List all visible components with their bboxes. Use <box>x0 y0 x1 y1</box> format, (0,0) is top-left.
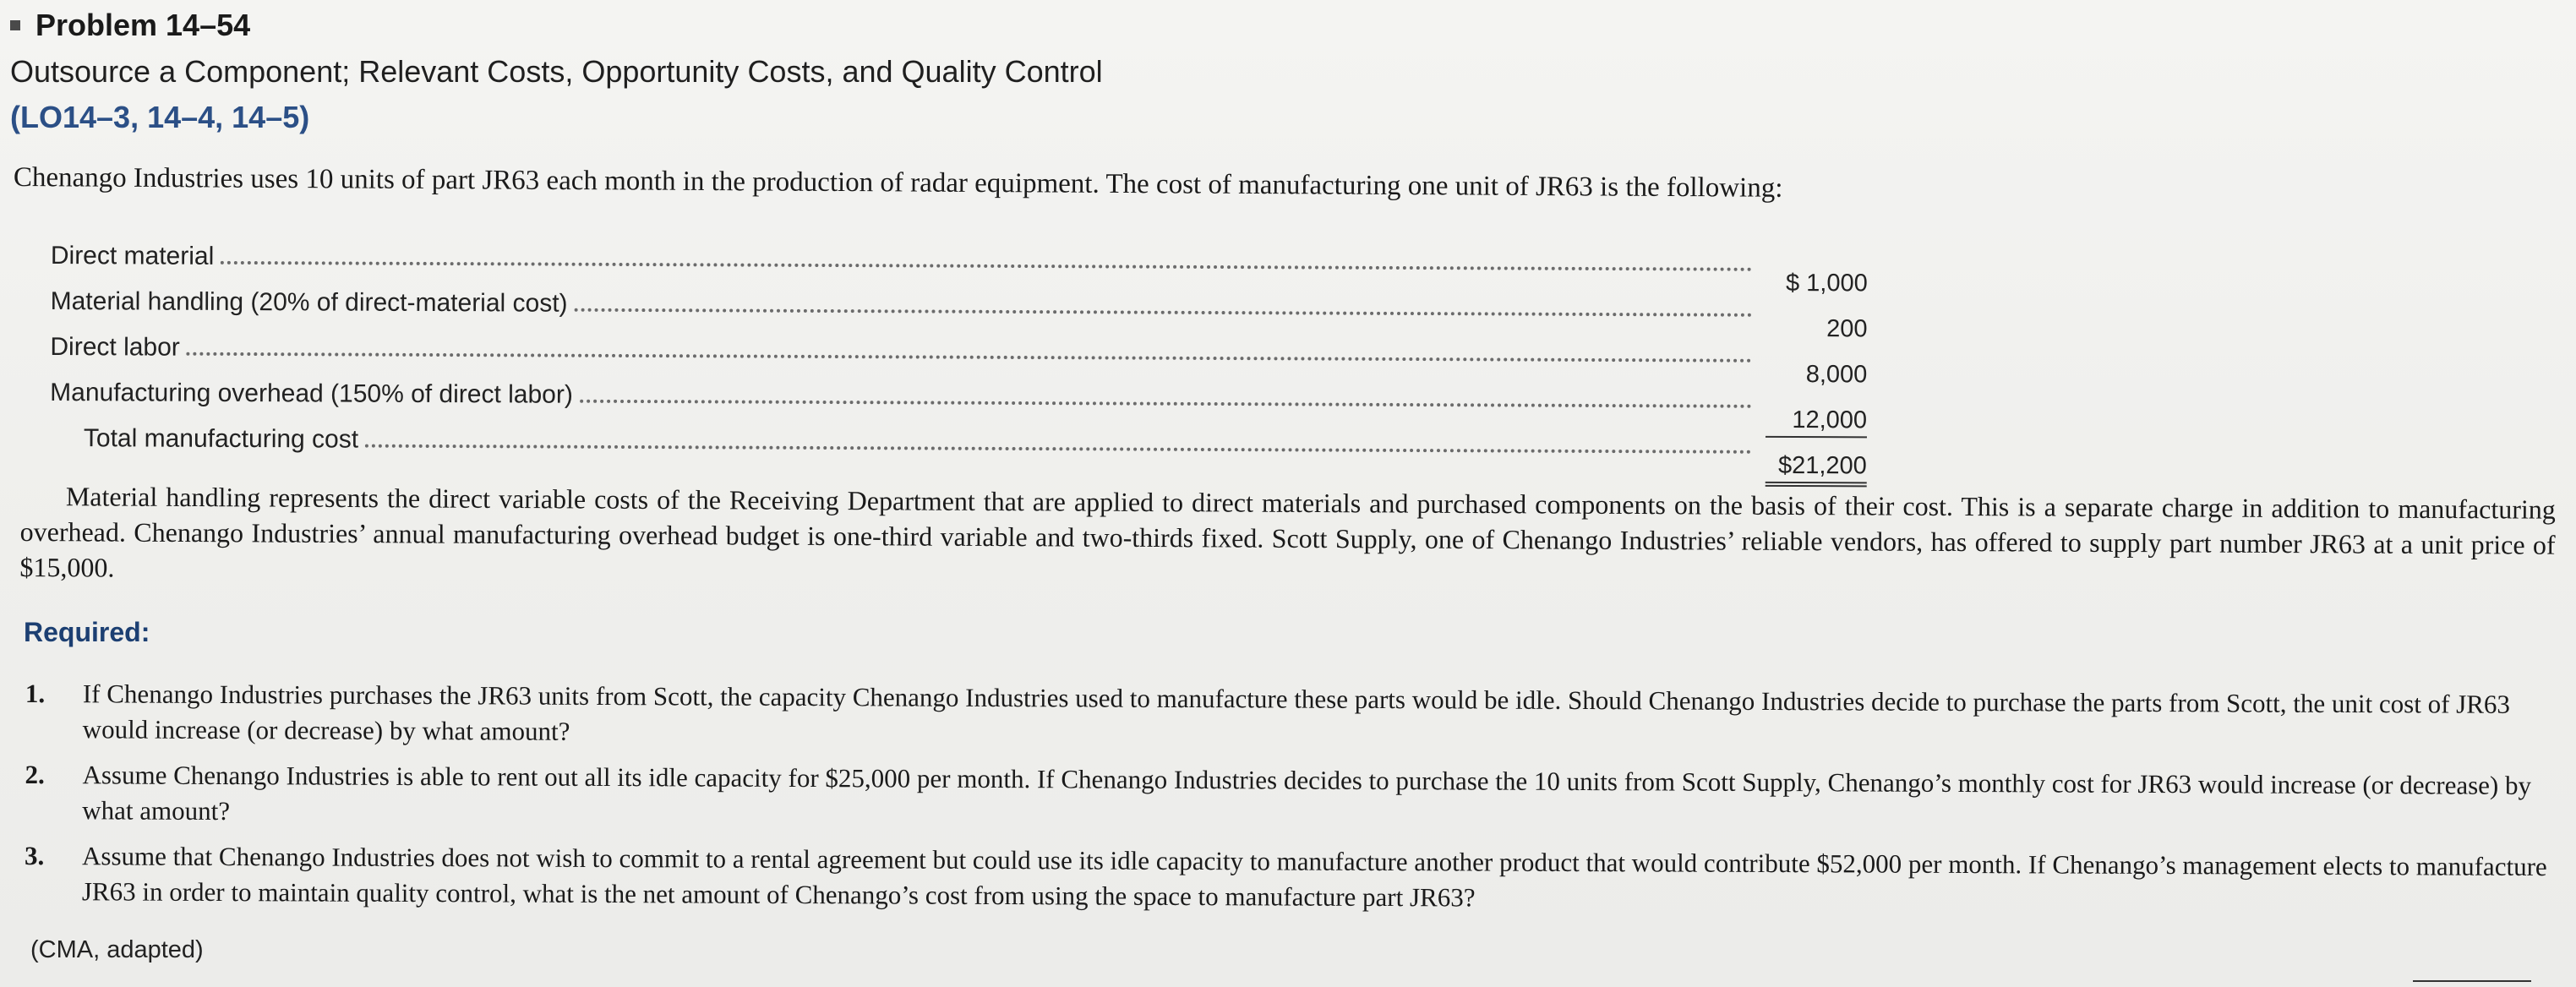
question-number: 3. <box>24 840 45 871</box>
question-number: 2. <box>25 759 45 790</box>
required-heading: Required: <box>24 617 150 647</box>
cost-amount: $ 1,000 <box>1785 269 1868 297</box>
question-item <box>25 757 2560 839</box>
dot-leader <box>221 261 1753 271</box>
cost-row-direct-material <box>50 237 1868 297</box>
intro-text: Chenango Industries uses 10 units of part JR63 each month in the production of radar equipment. The cost of manufacturing one unit of JR63 is the following: <box>13 162 1783 204</box>
problem-line <box>10 5 1103 46</box>
question-item <box>25 676 2561 758</box>
cost-amount-underlined: 12,000 <box>1766 406 1867 439</box>
dot-leader <box>365 444 1752 454</box>
dot-leader <box>575 308 1753 317</box>
description-paragraph <box>19 478 2556 598</box>
required-questions <box>25 676 2561 930</box>
problem-header <box>10 5 1103 135</box>
cost-row-total <box>50 419 1867 480</box>
cost-amount-total: $21,200 <box>1766 452 1867 488</box>
question-number: 1. <box>25 679 46 709</box>
cost-amount: 200 <box>1826 315 1868 343</box>
source-note: (CMA, adapted) <box>30 936 204 963</box>
problem-title: Problem 14–54 <box>35 8 251 42</box>
dot-leader <box>580 400 1752 408</box>
cost-amount: 8,000 <box>1805 361 1868 389</box>
cost-row-direct-labor <box>50 328 1868 389</box>
question-text: Assume Chenango Industries is able to rent out all its idle capacity for $25,000 per month. If Chenango Industries decides to purchase the 10 units from Scott Supply, Chenango’s monthly cost for JR63 would increase (or decrease) by what amount? <box>82 760 2532 826</box>
problem-subtitle: Outsource a Component; Relevant Costs, Opportunity Costs, and Quality Control <box>10 54 1103 89</box>
page-rule <box>2413 980 2531 982</box>
cost-label-total: Total manufacturing cost <box>83 424 359 454</box>
cost-label: Material handling (20% of direct-material cost) <box>50 286 568 318</box>
cost-label: Direct material <box>50 241 215 270</box>
question-text: Assume that Chenango Industries does not wish to commit to a rental agreement but could use its idle capacity to manufacture another product that would contribute $52,000 per month. If Chenango’s management elects to manufacture JR63 in order to maintain quality control, what is the net amount of Chenango’s cost from using the space to manufacture part JR63? <box>81 841 2547 913</box>
cost-row-material-handling <box>50 282 1868 343</box>
square-bullet-icon <box>10 20 20 30</box>
question-item <box>25 838 2560 920</box>
question-text: If Chenango Industries purchases the JR63 units from Scott, the capacity Chenango Industries used to manufacture these parts would be idle. Should Chenango Industries decide to purchase the parts from Scott, the unit cost of JR63 would increase (or decrease) by what amount? <box>82 679 2511 746</box>
dot-leader <box>187 352 1753 363</box>
learning-objectives: (LO14–3, 14–4, 14–5) <box>10 100 310 134</box>
cost-row-manufacturing-overhead <box>50 374 1868 434</box>
paragraph-text: Material handling represents the direct variable costs of the Receiving Department that are applied to direct materials and purchased components on the basis of their cost. This is a separate charge in addition to manufacturing overhead. Chenango Industries’ annual manufacturing overhead budget is one-third variable and two-thirds fixed. Scott Supply, one of Chenango Industries’ reliable vendors, has offered to supply part number JR63 at a unit price of $15,000. <box>19 481 2556 583</box>
cost-table <box>50 237 1868 480</box>
cost-label: Direct labor <box>50 332 180 362</box>
cost-label: Manufacturing overhead (150% of direct labor) <box>50 378 573 409</box>
